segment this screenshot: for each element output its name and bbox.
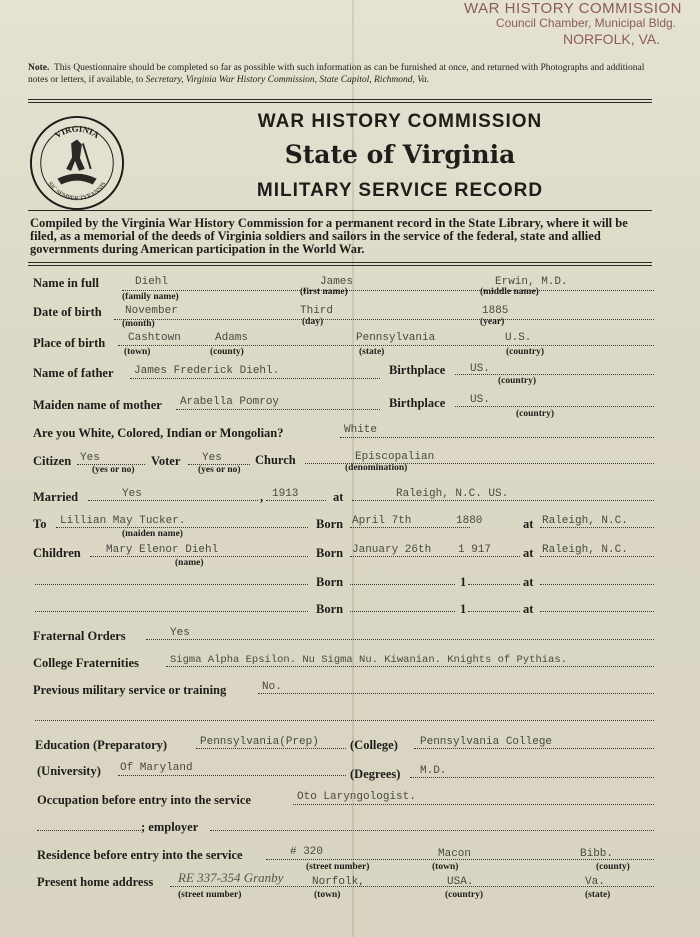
degrees-value: M.D. [420,765,447,777]
occupation-value: Oto Laryngologist. [297,791,416,803]
month-caption: (month) [122,319,155,329]
citizen-caption: (yes or no) [92,465,135,475]
birth-state-value: Pennsylvania [356,332,436,344]
child-year-value: 1 917 [458,544,492,556]
day-caption: (day) [302,317,324,327]
married-at-line [352,500,654,501]
married-value: Yes [122,488,142,500]
married-year-value: 1913 [272,488,299,500]
place-of-birth-label: Place of birth [33,336,106,350]
child-name-caption: (name) [175,558,204,568]
home-street-caption: (street number) [178,890,242,900]
blank-child-line-1 [35,584,308,585]
state-title: State of Virginia [284,140,516,169]
birth-country-value: U.S. [505,332,532,344]
blank-born-label-2: Born [316,602,344,616]
married-line [88,500,258,501]
intro-rule [28,262,652,263]
college-line [414,748,654,749]
seal-bottom-text: SIC SEMPER TYRANNIS [46,180,108,203]
residence-street-caption: (street number) [306,862,370,872]
fraternal-orders-label: Fraternal Orders [33,629,126,643]
child-born-value: January 26th [352,544,432,556]
spouse-at-label: at [523,517,534,531]
occupation-line-2 [37,830,141,831]
blank-born-line-2 [350,611,455,612]
previous-military-label: Previous military service or training [33,683,227,697]
birth-year-value: 1885 [482,305,509,317]
name-line [122,290,654,291]
stamp-line-3: NORFOLK, VA. [563,31,660,48]
child-born-line [350,556,520,557]
home-street-value: RE 337-354 Granby [178,870,284,885]
mother-value: Arabella Pomroy [180,396,280,408]
blank-year-1: 1 [460,575,467,589]
blank-child-line-2 [35,611,308,612]
birth-month-value: November [125,305,178,317]
spouse-value: Lillian May Tucker. [60,515,186,527]
questionnaire-note [28,62,656,86]
previous-military-line [258,693,654,694]
present-home-line [170,886,654,887]
blank-at-label-1: at [523,575,534,589]
pob-line [118,345,654,346]
mother-birthplace-value: US. [470,394,490,406]
spouse-at-value: Raleigh, N.C. [542,515,628,527]
home-state-value: Va. [585,876,605,888]
university-label: (University) [37,764,101,778]
child-value: Mary Elenor Diehl [106,544,219,556]
blank-born-label-1: Born [316,575,344,589]
employer-label: ; employer [141,820,199,834]
stamp-line-2: Council Chamber, Municipal Bldg. [495,16,676,31]
record-title: MILITARY SERVICE RECORD [256,180,544,201]
fraternal-orders-line [146,639,654,640]
spouse-at-line [540,527,654,528]
virginia-seal-icon [28,114,126,212]
date-of-birth-label: Date of birth [33,305,102,319]
married-label: Married [33,490,79,504]
intro-rule-2 [28,265,652,266]
education-college-value: Pennsylvania College [420,736,553,748]
denomination-caption: (denomination) [345,463,408,473]
education-label: Education (Preparatory) [35,738,168,752]
blank-at-line-1 [540,584,654,585]
blank-at-line-2 [540,611,654,612]
name-in-full-label: Name in full [33,276,99,290]
spouse-born-value: April 7th [352,515,412,527]
father-line [130,378,380,379]
college-label: (College) [350,738,398,752]
stamp-line-1: WAR HISTORY COMMISSION [464,0,682,17]
voter-label: Voter [151,454,181,468]
mother-birthplace-line [455,406,654,407]
county-caption: (county) [210,347,244,357]
blank-born-line-1 [350,584,455,585]
race-question-label: Are you White, Colored, Indian or Mongolian? [33,426,284,440]
child-born-label: Born [316,546,344,560]
child-line [90,556,308,557]
blank-year-2: 1 [460,602,467,616]
college-fraternities-value: Sigma Alpha Epsilon. Nu Sigma Nu. Kiwanian. Knights of Pythias. [170,654,567,666]
name-of-father-label: Name of father [33,366,114,380]
state-caption: (state) [359,347,385,357]
married-at-label: at [333,490,344,504]
middle-name-value: Erwin, M.D. [495,276,568,288]
home-town-value: Norfolk, [312,876,365,888]
note-text: This Questionnaire should be completed so far as possible with such information as can be furnished at once, and returned with Photographs and additional notes or letters, if available, to [28,63,645,85]
church-value: Episcopalian [355,451,435,463]
previous-military-value: No. [262,681,282,693]
father-value: James Frederick Diehl. [134,365,280,377]
intro-paragraph: Compiled by the Virginia War History Commission for a permanent record in the State Library, where it will be filed, as a memorial of the deeds of Virginia soldiers and sailors in the service of the federal, state and allied governments during American participation in the World War. [30,216,628,256]
blank-year-line-2 [468,611,520,612]
home-state-caption: (state) [585,890,611,900]
citizen-value: Yes [80,452,100,464]
spouse-line [56,527,308,528]
commission-title: WAR HISTORY COMMISSION [257,111,543,132]
citizen-label: Citizen [33,454,72,468]
maiden-name-caption: (maiden name) [122,529,183,539]
voter-value: Yes [202,452,222,464]
fraternal-orders-value: Yes [170,627,190,639]
dob-line [114,319,654,320]
residence-county-value: Bibb. [580,848,614,860]
spouse-born-line [350,527,470,528]
note-addressee: Secretary, Virginia War History Commission, State Capitol, Richmond, Va. [145,75,430,85]
occupation-line [293,804,654,805]
degrees-label: (Degrees) [350,767,401,781]
children-label: Children [33,546,81,560]
top-rule-2 [28,102,652,103]
present-home-label: Present home address [37,875,154,889]
married-at-value: Raleigh, N.C. US. [396,488,509,500]
to-label: To [33,517,47,531]
residence-town-caption: (town) [432,862,459,872]
spouse-year-value: 1880 [456,515,483,527]
birth-town-value: Cashtown [128,332,181,344]
mother-birthplace-label: Birthplace [389,396,446,410]
child-at-label: at [523,546,534,560]
married-year-line [266,500,326,501]
child-at-line [540,556,654,557]
spouse-born-label: Born [316,517,344,531]
home-country-value: USA. [447,876,474,888]
commission-stamp [464,0,682,47]
home-town-caption: (town) [314,890,341,900]
education-prep-line [196,748,346,749]
residence-label: Residence before entry into the service [37,848,243,862]
race-value: White [344,424,378,436]
year-caption: (year) [480,317,505,327]
country-caption: (country) [506,347,544,357]
first-name-value: James [320,276,354,288]
employer-line [210,830,654,831]
degrees-line [410,777,654,778]
voter-caption: (yes or no) [198,465,241,475]
header-rule [28,210,652,211]
university-line [118,775,346,776]
college-fraternities-label: College Fraternities [33,656,139,670]
first-name-caption: (first name) [300,287,348,297]
race-line [340,437,654,438]
occupation-label: Occupation before entry into the service [37,793,251,807]
family-name-value: Diehl [135,276,169,288]
blank-at-label-2: at [523,602,534,616]
father-birthplace-label: Birthplace [389,363,446,377]
town-caption: (town) [124,347,151,357]
blank-year-line-1 [468,584,520,585]
residence-number-value: # 320 [290,846,324,858]
mother-line [176,409,380,410]
birth-county-value: Adams [215,332,249,344]
church-label: Church [255,453,296,467]
college-fraternities-line [166,666,654,667]
previous-military-line-2 [35,720,654,721]
father-birthplace-value: US. [470,363,490,375]
married-comma: , [260,490,264,504]
residence-county-caption: (county) [596,862,630,872]
note-label: Note. [28,63,50,73]
university-value: Of Maryland [120,762,193,774]
mother-country-caption: (country) [516,409,554,419]
seal-top-text: VIRGINIA [52,123,102,141]
top-rule [28,99,652,100]
maiden-name-of-mother-label: Maiden name of mother [33,398,162,412]
birth-day-value: Third [300,305,334,317]
father-country-caption: (country) [498,376,536,386]
family-name-caption: (family name) [122,292,179,302]
home-country-caption: (country) [445,890,483,900]
residence-town-value: Macon [438,848,472,860]
education-prep-value: Pennsylvania(Prep) [200,736,319,748]
child-at-value: Raleigh, N.C. [542,544,628,556]
middle-name-caption: (middle name) [480,287,539,297]
